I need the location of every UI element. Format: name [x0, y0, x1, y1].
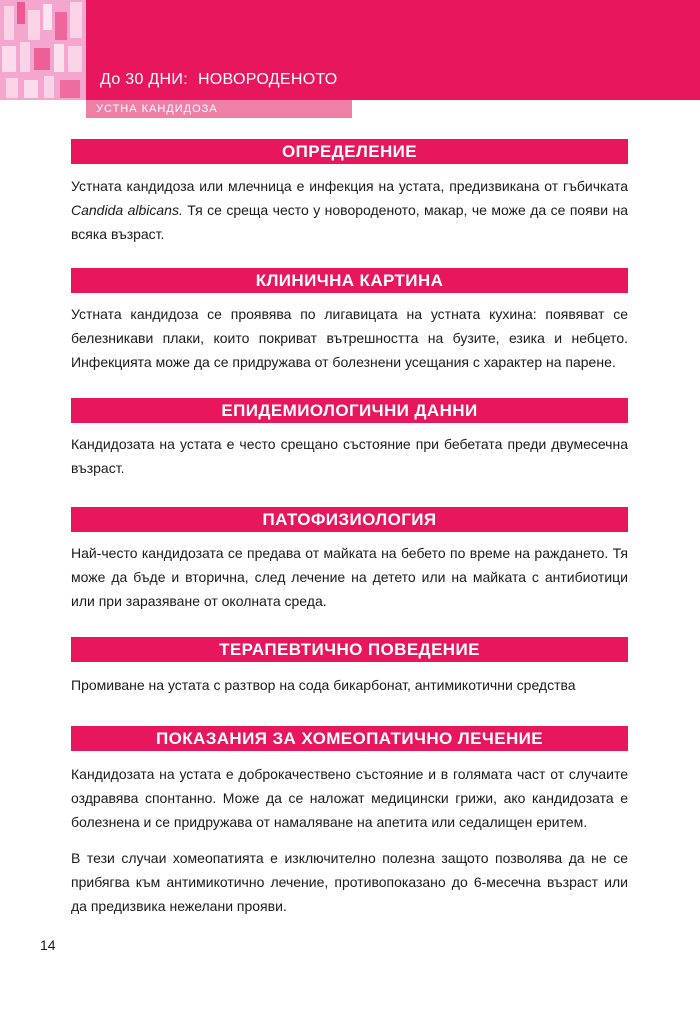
section-text-homeopathy-2: В тези случаи хомеопатията е изключително полезна защото позволява да не се прибягва към антимикотично лечение, противопоказано до 6-месечна възраст или да предизвика нежелани прояви.: [71, 850, 628, 914]
chapter-section-label: НОВОРОДЕНОТО: [197, 71, 338, 88]
section-text-epidemiology: Кандидозата на устата е често срещано състояние при бебетата преди двумесечна възраст.: [71, 436, 628, 476]
section-heading-epidemiology: ЕПИДЕМИОЛОГИЧНИ ДАННИ: [71, 398, 628, 423]
definition-text-end: Тя се среща често у новороденото, макар, че може да се появи на всяка възраст.: [71, 202, 628, 242]
definition-text-start: Устната кандидоза или млечница е инфекция на устата, предизвикана от гъбичката: [71, 178, 628, 194]
page-number: 14: [40, 937, 56, 953]
section-heading-pathophysiology: ПАТОФИЗИОЛОГИЯ: [71, 507, 628, 532]
section-heading-homeopathy: ПОКАЗАНИЯ ЗА ХОМЕОПАТИЧНО ЛЕЧЕНИЕ: [71, 726, 628, 751]
chapter-age-label: До 30 ДНИ:: [100, 71, 188, 88]
chapter-title: [100, 71, 338, 89]
corner-decoration: [0, 0, 86, 100]
definition-text-italic: Candida albicans.: [71, 202, 183, 218]
section-text-definition: [71, 174, 628, 246]
bottles-illustration-icon: [0, 0, 86, 100]
section-text-pathophysiology: Най-често кандидозата се предава от майката на бебето по време на раждането. Тя може да бъде и вторична, след лечение на детето или на майката с антибиотици или при заразяване от околната среда.: [71, 545, 628, 609]
section-text-clinical: Устната кандидоза се проявява по лигавицата на устната кухина: появяват се белезникави плаки, които покриват вътрешността на бузите, езика и небцето. Инфекцията може да се придружава от болезнени усещания с характер на парене.: [71, 306, 628, 370]
section-heading-definition: ОПРЕДЕЛЕНИЕ: [71, 139, 628, 164]
section-text-homeopathy: Кандидозата на устата е доброкачествено състояние и в голямата част от случаите оздравява спонтанно. Може да се наложат медицински грижи, ако кандидозата е болезнена и се придружава от намаляване на апетита или седалищен еритем.: [71, 766, 628, 830]
section-text-therapy: Промиване на устата с разтвор на сода бикарбонат, антимикотични средства: [71, 677, 576, 693]
section-heading-therapy: ТЕРАПЕВТИЧНО ПОВЕДЕНИЕ: [71, 637, 628, 662]
section-heading-clinical: КЛИНИЧНА КАРТИНА: [71, 268, 628, 293]
page-subtitle: УСТНА КАНДИДОЗА: [96, 103, 218, 115]
